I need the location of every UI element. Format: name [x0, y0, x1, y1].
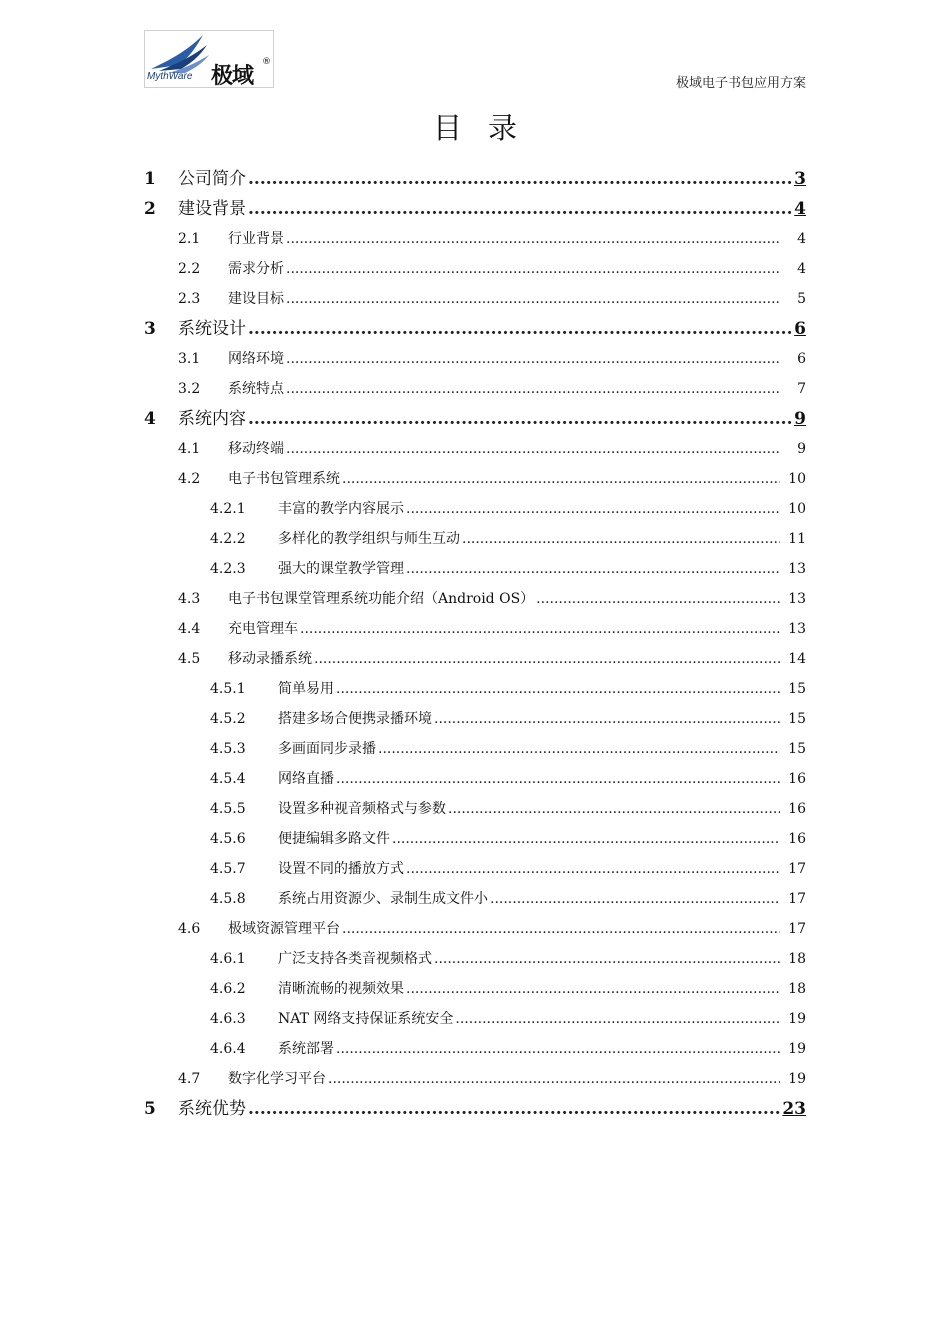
toc-entry[interactable] — [144, 464, 806, 494]
toc-entry-number: 4.4 — [178, 621, 201, 637]
toc-entry-page: 19 — [788, 1041, 806, 1057]
toc-entry-page: 10 — [788, 501, 806, 517]
toc-entry[interactable] — [144, 164, 806, 194]
toc-entry-page: 23 — [782, 1099, 806, 1119]
toc-leader-dots — [392, 824, 780, 854]
toc-entry-page: 17 — [788, 861, 806, 877]
toc-entry-number: 4.7 — [178, 1071, 201, 1087]
toc-entry-text: 系统设计 — [178, 319, 246, 339]
toc-entry-page: 6 — [794, 319, 806, 339]
toc-entry[interactable] — [144, 284, 806, 314]
toc-entry-text: 多样化的教学组织与师生互动 — [278, 531, 460, 547]
toc-leader-dots — [336, 674, 780, 704]
toc-entry-page: 4 — [794, 199, 806, 219]
toc-leader-dots — [286, 344, 780, 374]
toc-entry[interactable] — [144, 1094, 806, 1124]
toc-entry-text: 建设目标 — [228, 291, 284, 307]
toc-leader-dots — [342, 464, 780, 494]
toc-entry-page: 3 — [794, 169, 806, 189]
toc-entry-text: 强大的课堂教学管理 — [278, 561, 404, 577]
toc-entry-number: 4.6.3 — [210, 1011, 246, 1027]
toc-entry[interactable] — [144, 524, 806, 554]
toc-entry-text: 设置多种视音频格式与参数 — [278, 801, 446, 817]
toc-entry-page: 4 — [797, 231, 806, 247]
toc-leader-dots — [286, 224, 780, 254]
toc-entry-page: 9 — [797, 441, 806, 457]
toc-leader-dots — [248, 194, 792, 224]
toc-leader-dots — [300, 614, 780, 644]
table-of-contents — [144, 164, 806, 1124]
toc-entry[interactable] — [144, 824, 806, 854]
toc-entry-number: 5 — [144, 1099, 156, 1119]
toc-entry-text: 电子书包管理系统 — [228, 471, 340, 487]
toc-entry-text: 搭建多场合便携录播环境 — [278, 711, 432, 727]
toc-entry-text: 便捷编辑多路文件 — [278, 831, 390, 847]
toc-entry-page: 16 — [788, 831, 806, 847]
toc-leader-dots — [434, 704, 780, 734]
toc-entry-number: 4.5.6 — [210, 831, 246, 847]
toc-leader-dots — [406, 974, 780, 1004]
toc-entry-page: 4 — [797, 261, 806, 277]
toc-leader-dots — [248, 314, 792, 344]
toc-entry-page: 6 — [797, 351, 806, 367]
toc-entry-page: 15 — [788, 681, 806, 697]
toc-entry-number: 2 — [144, 199, 156, 219]
toc-entry-page: 15 — [788, 711, 806, 727]
toc-leader-dots — [286, 434, 780, 464]
toc-entry-number: 4.5.1 — [210, 681, 246, 697]
toc-entry-text: 丰富的教学内容展示 — [278, 501, 404, 517]
toc-entry-number: 4.1 — [178, 441, 201, 457]
toc-leader-dots — [406, 554, 780, 584]
toc-entry-page: 16 — [788, 771, 806, 787]
toc-entry-number: 4.6.1 — [210, 951, 246, 967]
toc-entry-page: 9 — [794, 409, 806, 429]
toc-entry-text: 系统占用资源少、录制生成文件小 — [278, 891, 488, 907]
toc-entry[interactable] — [144, 254, 806, 284]
toc-entry[interactable] — [144, 944, 806, 974]
toc-entry[interactable] — [144, 884, 806, 914]
toc-leader-dots — [248, 1094, 780, 1124]
toc-entry[interactable] — [144, 764, 806, 794]
toc-leader-dots — [336, 764, 780, 794]
toc-entry[interactable] — [144, 404, 806, 434]
toc-entry[interactable] — [144, 914, 806, 944]
toc-entry-page: 16 — [788, 801, 806, 817]
toc-entry-number: 2.3 — [178, 291, 201, 307]
toc-entry-text: 极域资源管理平台 — [228, 921, 340, 937]
toc-entry-page: 5 — [797, 291, 806, 307]
toc-entry-page: 14 — [788, 651, 806, 667]
toc-entry-number: 4 — [144, 409, 156, 429]
toc-entry-number: 4.2.1 — [210, 501, 246, 517]
toc-entry[interactable] — [144, 1064, 806, 1094]
brand-chinese: 极域 — [211, 64, 254, 89]
toc-leader-dots — [462, 524, 780, 554]
toc-leader-dots — [536, 584, 780, 614]
toc-leader-dots — [248, 164, 792, 194]
toc-title: 目录 — [432, 111, 543, 145]
toc-entry-page: 7 — [797, 381, 806, 397]
toc-leader-dots — [490, 884, 780, 914]
toc-entry-text: 行业背景 — [228, 231, 284, 247]
toc-leader-dots — [314, 644, 780, 674]
toc-entry-number: 4.2.3 — [210, 561, 246, 577]
toc-entry[interactable] — [144, 674, 806, 704]
toc-entry-text: 网络环境 — [228, 351, 284, 367]
toc-leader-dots — [336, 1034, 780, 1064]
toc-entry-text: 网络直播 — [278, 771, 334, 787]
toc-leader-dots — [455, 1004, 780, 1034]
toc-entry-number: 4.6 — [178, 921, 201, 937]
toc-entry-number: 4.6.4 — [210, 1041, 246, 1057]
toc-entry-text: 广泛支持各类音视频格式 — [278, 951, 432, 967]
toc-entry-page: 13 — [788, 591, 806, 607]
toc-entry[interactable] — [144, 374, 806, 404]
toc-entry-page: 13 — [788, 561, 806, 577]
toc-entry-number: 4.3 — [178, 591, 201, 607]
toc-entry-number: 3 — [144, 319, 156, 339]
toc-entry-number: 2.1 — [178, 231, 201, 247]
toc-entry-text: 建设背景 — [178, 199, 246, 219]
toc-entry-text: 移动终端 — [228, 441, 284, 457]
registered-mark: ® — [262, 57, 271, 67]
toc-entry[interactable] — [144, 614, 806, 644]
toc-entry-text: 设置不同的播放方式 — [278, 861, 404, 877]
toc-leader-dots — [328, 1064, 780, 1094]
toc-entry-number: 3.1 — [178, 351, 201, 367]
toc-leader-dots — [342, 914, 780, 944]
toc-entry-number: 4.5 — [178, 651, 201, 667]
toc-entry-number: 4.2 — [178, 471, 201, 487]
toc-entry[interactable] — [144, 494, 806, 524]
toc-entry[interactable] — [144, 314, 806, 344]
toc-entry-text: 数字化学习平台 — [228, 1071, 326, 1087]
toc-entry-text: 公司简介 — [178, 169, 246, 189]
toc-entry-number: 1 — [144, 169, 156, 189]
toc-entry-page: 17 — [788, 921, 806, 937]
toc-entry[interactable] — [144, 224, 806, 254]
toc-entry-text: 系统优势 — [178, 1099, 246, 1119]
toc-entry-number: 3.2 — [178, 381, 201, 397]
toc-entry-number: 4.5.3 — [210, 741, 246, 757]
toc-entry[interactable] — [144, 734, 806, 764]
toc-entry-number: 4.5.4 — [210, 771, 246, 787]
toc-entry-page: 15 — [788, 741, 806, 757]
toc-entry-page: 11 — [788, 531, 806, 547]
toc-entry[interactable] — [144, 554, 806, 584]
toc-entry-page: 18 — [788, 951, 806, 967]
toc-entry-text: 移动录播系统 — [228, 651, 312, 667]
toc-entry[interactable] — [144, 344, 806, 374]
toc-entry-page: 18 — [788, 981, 806, 997]
toc-entry-text: 清晰流畅的视频效果 — [278, 981, 404, 997]
toc-entry[interactable] — [144, 1004, 806, 1034]
toc-entry[interactable] — [144, 854, 806, 884]
toc-leader-dots — [448, 794, 780, 824]
toc-entry-text: 多画面同步录播 — [278, 741, 376, 757]
toc-entry-page: 17 — [788, 891, 806, 907]
toc-entry-number: 2.2 — [178, 261, 201, 277]
toc-leader-dots — [434, 944, 780, 974]
toc-leader-dots — [286, 374, 780, 404]
toc-entry[interactable] — [144, 1034, 806, 1064]
toc-entry-page: 19 — [788, 1011, 806, 1027]
toc-leader-dots — [286, 284, 780, 314]
toc-entry-number: 4.5.5 — [210, 801, 246, 817]
toc-entry[interactable] — [144, 644, 806, 674]
toc-leader-dots — [406, 494, 780, 524]
toc-entry-text: 系统特点 — [228, 381, 284, 397]
toc-entry[interactable] — [144, 704, 806, 734]
toc-leader-dots — [378, 734, 780, 764]
toc-entry-number: 4.5.7 — [210, 861, 246, 877]
toc-entry[interactable] — [144, 434, 806, 464]
toc-entry-number: 4.5.8 — [210, 891, 246, 907]
toc-entry[interactable] — [144, 794, 806, 824]
toc-entry-number: 4.6.2 — [210, 981, 246, 997]
toc-entry-text: 简单易用 — [278, 681, 334, 697]
toc-entry-page: 10 — [788, 471, 806, 487]
toc-entry[interactable] — [144, 974, 806, 1004]
company-logo — [144, 30, 274, 88]
toc-leader-dots — [406, 854, 780, 884]
toc-entry-number: 4.5.2 — [210, 711, 246, 727]
toc-entry-text: 电子书包课堂管理系统功能介绍（Android OS） — [228, 591, 535, 607]
toc-entry-text: 需求分析 — [228, 261, 284, 277]
document-header-title: 极域电子书包应用方案 — [675, 76, 806, 91]
toc-entry[interactable] — [144, 584, 806, 614]
toc-entry-page: 13 — [788, 621, 806, 637]
wing-logo-icon — [145, 31, 215, 75]
brand-english: MythWare — [147, 71, 193, 82]
toc-entry-number: 4.2.2 — [210, 531, 246, 547]
toc-leader-dots — [248, 404, 792, 434]
toc-entry-page: 19 — [788, 1071, 806, 1087]
toc-entry[interactable] — [144, 194, 806, 224]
toc-entry-text: 充电管理车 — [228, 621, 298, 637]
toc-entry-text: NAT 网络支持保证系统安全 — [278, 1011, 454, 1027]
toc-entry-text: 系统部署 — [278, 1041, 334, 1057]
toc-entry-text: 系统内容 — [178, 409, 246, 429]
toc-leader-dots — [286, 254, 780, 284]
